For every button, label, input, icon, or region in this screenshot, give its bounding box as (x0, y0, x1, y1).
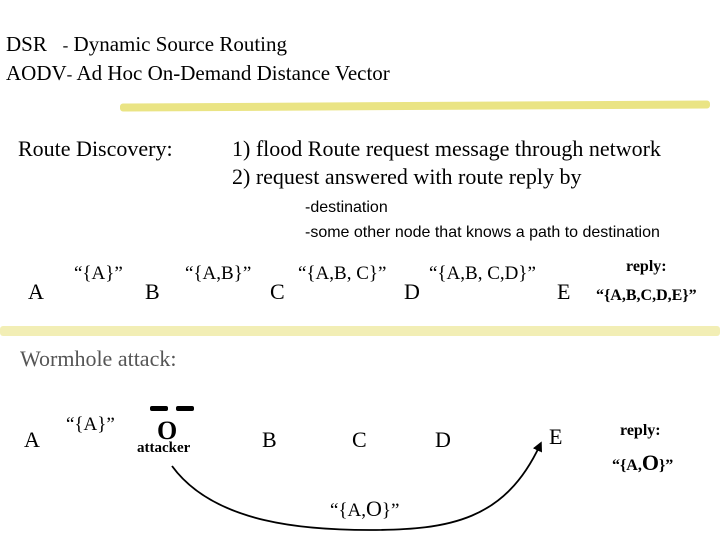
dsr-path-label-abc: “{A,B, C}” (298, 263, 387, 284)
wormhole-node-b: B (262, 427, 277, 452)
attacker-label: attacker (137, 440, 191, 456)
dsr-node-b: B (145, 279, 160, 304)
route-discovery-heading: Route Discovery: (18, 136, 173, 161)
dsr-path-label-abcd: “{A,B, C,D}” (429, 263, 536, 284)
title-aodv-abbr: AODV (6, 61, 67, 85)
wormhole-path-label-a: “{A}” (66, 414, 115, 435)
wormhole-tunnel-curve (172, 445, 540, 530)
dsr-node-a: A (28, 279, 44, 304)
dsr-node-c: C (270, 279, 285, 304)
wormhole-reply-letter: O (641, 450, 659, 475)
route-sub-item-other-node: -some other node that knows a path to destination (305, 224, 660, 241)
dsr-reply-label: reply: (626, 258, 667, 275)
route-sub-item-destination: -destination (305, 199, 388, 216)
attacker-letter: O (157, 416, 178, 445)
wormhole-reply-prefix: “{A, (612, 457, 642, 474)
route-step-1: 1) flood Route request message through network (232, 136, 661, 161)
wormhole-node-e: E (549, 424, 563, 449)
tunnel-label-suffix: }” (381, 500, 400, 521)
dsr-path-label-ab: “{A,B}” (185, 263, 252, 284)
wormhole-heading: Wormhole attack: (20, 346, 177, 371)
wormhole-node-c: C (352, 427, 367, 452)
title-aodv-text: Ad Hoc On-Demand Distance Vector (76, 61, 390, 85)
tunnel-label-prefix: “{A, (330, 500, 367, 521)
wormhole-node-d: D (435, 427, 451, 452)
route-step-2: 2) request answered with route reply by (232, 164, 582, 189)
wormhole-node-a: A (24, 427, 40, 452)
wormhole-reply-label: reply: (620, 422, 661, 439)
dsr-node-d: D (404, 279, 420, 304)
dsr-path-label-a: “{A}” (74, 263, 123, 284)
title-dsr-text: Dynamic Source Routing (73, 32, 287, 56)
title-dsr-sep: - (62, 36, 69, 55)
tunnel-label-letter: O (366, 496, 382, 521)
dsr-node-e: E (557, 279, 571, 304)
wormhole-reply-suffix: }” (658, 457, 674, 474)
title-aodv-sep: - (66, 65, 73, 84)
title-dsr-abbr: DSR (6, 32, 47, 56)
dsr-reply-value: “{A,B,C,D,E}” (596, 287, 697, 304)
